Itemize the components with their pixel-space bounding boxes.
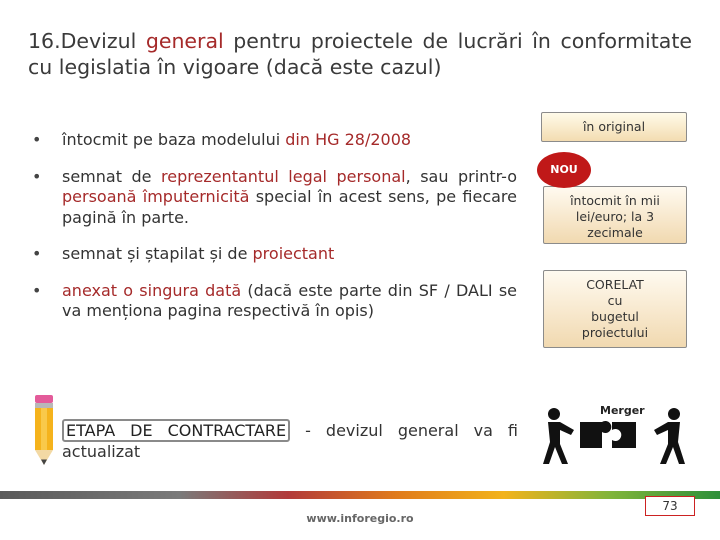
bullet-item-2 bbox=[32, 167, 517, 229]
bullet-text: (dacă este parte din SF / DALI se va menționa pagina respectivă în opis) bbox=[62, 280, 517, 320]
thousands-line-2: lei/euro; la 3 bbox=[575, 209, 655, 224]
contracting-stage-label: ETAPA DE CONTRACTARE bbox=[62, 419, 290, 442]
budget-correlation-box bbox=[543, 270, 687, 348]
original-label: în original bbox=[582, 119, 646, 134]
bullet-list bbox=[32, 130, 517, 338]
title-part1: 16.Devizul bbox=[28, 29, 146, 53]
bullet-emphasis: reprezentantul legal personal bbox=[161, 166, 406, 186]
corelat-line-1: CORELAT bbox=[586, 277, 644, 292]
bullet-item-4 bbox=[32, 281, 517, 322]
bullet-emphasis: proiectant bbox=[252, 244, 335, 263]
puzzle-merger-icon bbox=[540, 392, 690, 482]
thousands-line-1: întocmit în mii bbox=[570, 193, 660, 208]
footer-url: www.inforegio.ro bbox=[306, 512, 414, 525]
corelat-line-4: proiectului bbox=[581, 325, 649, 340]
thousands-box bbox=[543, 186, 687, 244]
bullet-emphasis: din HG 28/2008 bbox=[285, 130, 412, 149]
bullet-marker: • bbox=[32, 130, 42, 149]
bullet-text: , sau printr-o bbox=[405, 166, 517, 186]
bullet-text: semnat și ștapilat și de bbox=[62, 244, 253, 263]
merger-label: Merger bbox=[600, 404, 645, 417]
pencil-icon bbox=[32, 395, 56, 467]
title-part2: pentru proiectele de lucrări în conformitate cu legislatia în vigoare (dacă este cazul) bbox=[28, 29, 692, 79]
footer-color-stripe bbox=[0, 489, 720, 501]
new-badge: NOU bbox=[537, 152, 591, 188]
corelat-line-3: bugetul bbox=[591, 309, 639, 324]
bullet-text: special în acest sens, pe fiecare pagină în parte. bbox=[62, 187, 517, 227]
corelat-line-2: cu bbox=[607, 293, 623, 308]
bullet-text: întocmit pe baza modelului bbox=[62, 130, 286, 149]
bullet-marker: • bbox=[32, 166, 42, 186]
bullet-item-1 bbox=[32, 130, 517, 151]
slide-title bbox=[28, 28, 692, 80]
bullet-marker: • bbox=[32, 244, 42, 263]
title-highlight: general bbox=[145, 29, 224, 53]
bullet-item-3 bbox=[32, 244, 517, 265]
contracting-stage-text: - devizul general va fi actualizat bbox=[62, 421, 518, 461]
bullet-emphasis: persoană împuternicită bbox=[62, 187, 250, 206]
contracting-stage-note bbox=[62, 420, 518, 462]
bullet-emphasis: anexat o singura dată bbox=[62, 280, 242, 300]
bullet-text: semnat de bbox=[62, 166, 162, 186]
bullet-marker: • bbox=[32, 280, 42, 300]
page-number: 73 bbox=[645, 496, 695, 516]
original-box bbox=[541, 112, 687, 142]
thousands-line-3: zecimale bbox=[587, 225, 643, 240]
